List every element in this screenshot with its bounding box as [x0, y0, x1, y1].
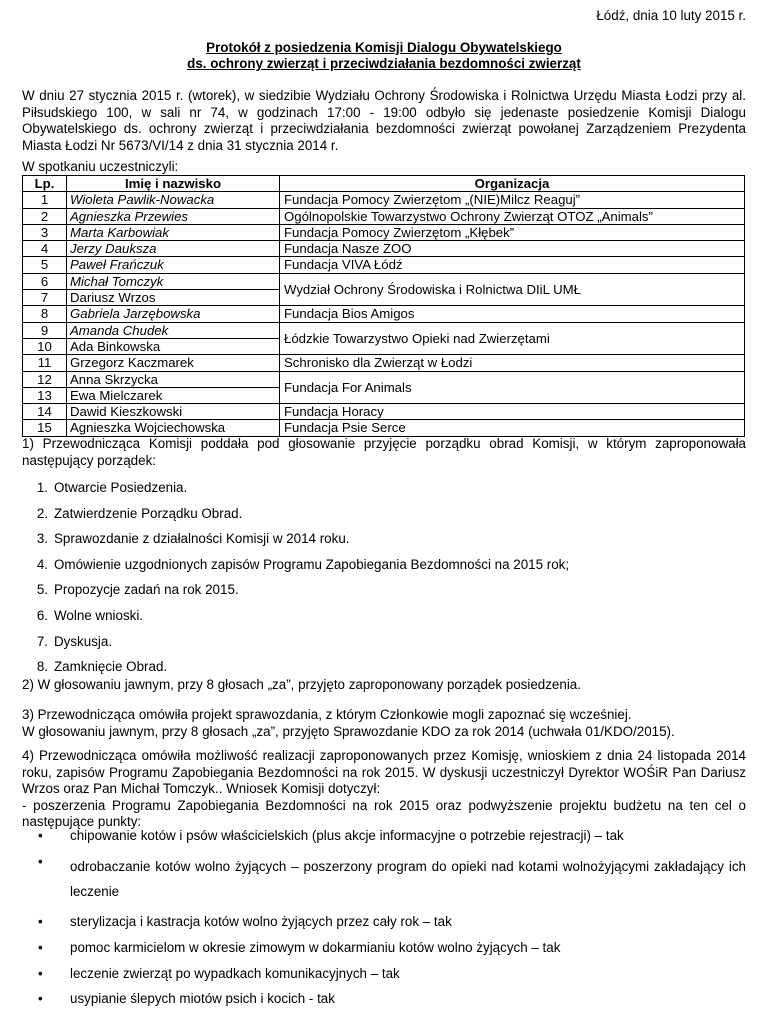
row-organization: Fundacja Bios Amigos — [280, 306, 745, 322]
row-organization: Fundacja Psie Serce — [280, 420, 745, 436]
list-item — [22, 854, 746, 905]
agenda-text: Zamknięcie Obrad. — [54, 659, 168, 675]
bullet-icon: • — [38, 828, 43, 843]
row-name: Ewa Mielczarek — [67, 387, 280, 403]
attendees-table — [22, 175, 745, 437]
list-item — [22, 608, 569, 634]
row-name: Jerzy Dauksza — [67, 241, 280, 257]
point-text: pomoc karmicielom w okresie zimowym w dokarmianiu kotów wolno żyjących – tak — [70, 939, 561, 955]
agenda-text: Wolne wnioski. — [54, 607, 144, 623]
point-text: sterylizacja i kastracja kotów wolno żyjących przez cały rok – tak — [70, 914, 452, 930]
point-text: odrobaczanie kotów wolno żyjących – poszerzony program do opieki nad kotami wolnożyjącymi zakładający ich leczenie — [70, 858, 746, 900]
table-row — [23, 306, 745, 322]
row-lp: 3 — [23, 224, 67, 240]
table-row — [23, 208, 745, 224]
row-name: Agnieszka Wojciechowska — [67, 420, 280, 436]
list-item — [22, 828, 746, 844]
row-organization: Fundacja Horacy — [280, 404, 745, 420]
row-name: Agnieszka Przewies — [67, 208, 280, 224]
row-name: Anna Skrzycka — [67, 371, 280, 387]
bullet-icon: • — [38, 965, 43, 981]
list-item — [22, 531, 569, 557]
section-1-paragraph: 1) Przewodnicząca Komisji poddała pod głosowanie przyjęcie porządku obrad Komisji, w którym zaproponowała następujący porządek: — [22, 436, 746, 468]
row-lp: 2 — [23, 208, 67, 224]
table-row — [23, 273, 745, 289]
row-organization: Fundacja Nasze ZOO — [280, 241, 745, 257]
table-row — [23, 257, 745, 273]
row-name: Amanda Chudek — [67, 322, 280, 338]
bullet-icon: • — [38, 914, 43, 930]
row-lp: 8 — [23, 306, 67, 322]
points-list — [22, 828, 746, 1017]
row-lp: 7 — [23, 290, 67, 306]
row-organization: Ogólnopolskie Towarzystwo Ochrony Zwierząt OTOZ „Animals” — [280, 208, 745, 224]
agenda-text: Omówienie uzgodnionych zapisów Programu Zapobiegania Bezdomności na 2015 rok; — [54, 556, 570, 572]
bullet-icon: • — [38, 991, 43, 1007]
bullet-icon: • — [38, 939, 43, 955]
agenda-number: 3. — [36, 531, 48, 547]
list-item — [22, 914, 746, 930]
row-organization: Wydział Ochrony Środowiska i Rolnictwa DIiL UMŁ — [280, 273, 745, 306]
agenda-text: Zatwierdzenie Porządku Obrad. — [54, 505, 243, 521]
row-name: Paweł Frańczuk — [67, 257, 280, 273]
agenda-number: 2. — [36, 505, 48, 521]
row-lp: 5 — [23, 257, 67, 273]
agenda-number: 4. — [36, 556, 48, 572]
document-title-line-2: ds. ochrony zwierząt i przeciwdziałania bezdomności zwierząt — [187, 56, 581, 71]
row-lp: 12 — [23, 371, 67, 387]
attendees-label: W spotkaniu uczestniczyli: — [22, 159, 179, 174]
bullet-icon: • — [38, 853, 43, 869]
row-name: Grzegorz Kaczmarek — [67, 355, 280, 371]
section-3-line-1: 3) Przewodnicząca omówiła projekt sprawozdania, z którym Członkowie mogli zapoznać się wcześniej. — [22, 707, 632, 722]
agenda-text: Sprawozdanie z działalności Komisji w 2014 roku. — [54, 531, 350, 547]
row-organization: Schronisko dla Zwierząt w Łodzi — [280, 355, 745, 371]
point-text: chipowanie kotów i psów właścicielskich (plus akcje informacyjne o potrzebie rejestracji) – tak — [70, 828, 624, 843]
agenda-text: Otwarcie Posiedzenia. — [54, 480, 188, 495]
section-3-line-2: W głosowaniu jawnym, przy 8 głosach „za”, przyjęto Sprawozdanie KDO za rok 2014 (uchwała 01/KDO/2015). — [22, 723, 675, 739]
table-row — [23, 404, 745, 420]
row-lp: 15 — [23, 420, 67, 436]
list-item — [22, 480, 569, 506]
list-item — [22, 557, 569, 583]
agenda-number: 6. — [36, 607, 48, 623]
table-row — [23, 420, 745, 436]
row-name: Marta Karbowiak — [67, 224, 280, 240]
table-row — [23, 355, 745, 371]
list-item — [22, 506, 569, 532]
agenda-number: 8. — [36, 659, 48, 675]
row-lp: 11 — [23, 355, 67, 371]
row-organization: Fundacja For Animals — [280, 371, 745, 404]
row-name: Dariusz Wrzos — [67, 290, 280, 306]
point-text: leczenie zwierząt po wypadkach komunikacyjnych – tak — [70, 965, 400, 981]
list-item — [22, 966, 746, 982]
table-row — [23, 371, 745, 387]
document-title-line-1: Protokół z posiedzenia Komisji Dialogu Obywatelskiego — [206, 40, 562, 55]
section-3-paragraph — [22, 707, 746, 740]
section-4-text: 4) Przewodnicząca omówiła możliwość realizacji zaproponowanych przez Komisję, wnioskiem z dnia 24 listopada 2014 roku, zapisów Programu Zapobiegania Bezdomności na rok 2015. W dyskusji uczestniczył Dyrektor WOŚiR Pan Dariusz Wrzos oraz Pan Michał Tomczyk.. Wniosek Komisji dotyczył: — [22, 748, 746, 796]
section-4-subtext: - poszerzenia Programu Zapobiegania Bezdomności na rok 2015 oraz podwyższenie projektu budżetu na ten cel o następujące punkty: — [22, 797, 746, 829]
agenda-list — [22, 480, 569, 685]
intro-paragraph: W dniu 27 stycznia 2015 r. (wtorek), w siedzibie Wydziału Ochrony Środowiska i Rolnictwa Urzędu Miasta Łodzi przy al. Piłsudskiego 100, w sali nr 74, w godzinach 17:00 - 19:00 odbyło się jedenaste posiedzenie Komisji Dialogu Obywatelskiego ds. ochrony zwierząt i przeciwdziałania bezdomności zwierząt powołanej Zarządzeniem Prezydenta Miasta Łodzi Nr 5673/VI/14 z dnia 31 stycznia 2014 r. — [22, 88, 746, 153]
header-lp: Lp. — [23, 176, 67, 192]
row-name: Gabriela Jarzębowska — [67, 306, 280, 322]
agenda-number: 1. — [36, 480, 48, 495]
row-lp: 4 — [23, 241, 67, 257]
row-name: Dawid Kieszkowski — [67, 404, 280, 420]
row-name: Ada Binkowska — [67, 338, 280, 354]
agenda-number: 7. — [36, 633, 48, 649]
table-row — [23, 241, 745, 257]
row-organization: Fundacja Pomocy Zwierzętom „Kłębek” — [280, 224, 745, 240]
document-date: Łódź, dnia 10 luty 2015 r. — [596, 8, 746, 23]
table-row — [23, 224, 745, 240]
row-name: Michał Tomczyk — [67, 273, 280, 289]
row-organization: Łódzkie Towarzystwo Opieki nad Zwierzętami — [280, 322, 745, 355]
list-item — [22, 940, 746, 956]
agenda-text: Propozycje zadań na rok 2015. — [54, 582, 239, 598]
point-text: usypianie ślepych miotów psich i kocich - tak — [70, 991, 335, 1007]
table-header-row — [23, 176, 745, 192]
header-name: Imię i nazwisko — [67, 176, 280, 192]
table-row — [23, 192, 745, 208]
row-lp: 1 — [23, 192, 67, 208]
agenda-number: 5. — [36, 582, 48, 598]
row-lp: 6 — [23, 273, 67, 289]
row-lp: 13 — [23, 387, 67, 403]
agenda-text: Dyskusja. — [54, 633, 113, 649]
section-2-paragraph: 2) W głosowaniu jawnym, przy 8 głosach „za”, przyjęto zaproponowany porządek posiedzenia. — [22, 677, 581, 692]
row-lp: 9 — [23, 322, 67, 338]
row-organization: Fundacja Pomocy Zwierzętom „(NIE)Milcz Reaguj” — [280, 192, 745, 208]
table-row — [23, 322, 745, 338]
list-item — [22, 634, 569, 660]
list-item — [22, 582, 569, 608]
row-lp: 14 — [23, 404, 67, 420]
section-4-paragraph — [22, 748, 746, 831]
row-organization: Fundacja VIVA Łódź — [280, 257, 745, 273]
row-lp: 10 — [23, 338, 67, 354]
row-name: Wioleta Pawlik-Nowacka — [67, 192, 280, 208]
header-organization: Organizacja — [280, 176, 745, 192]
